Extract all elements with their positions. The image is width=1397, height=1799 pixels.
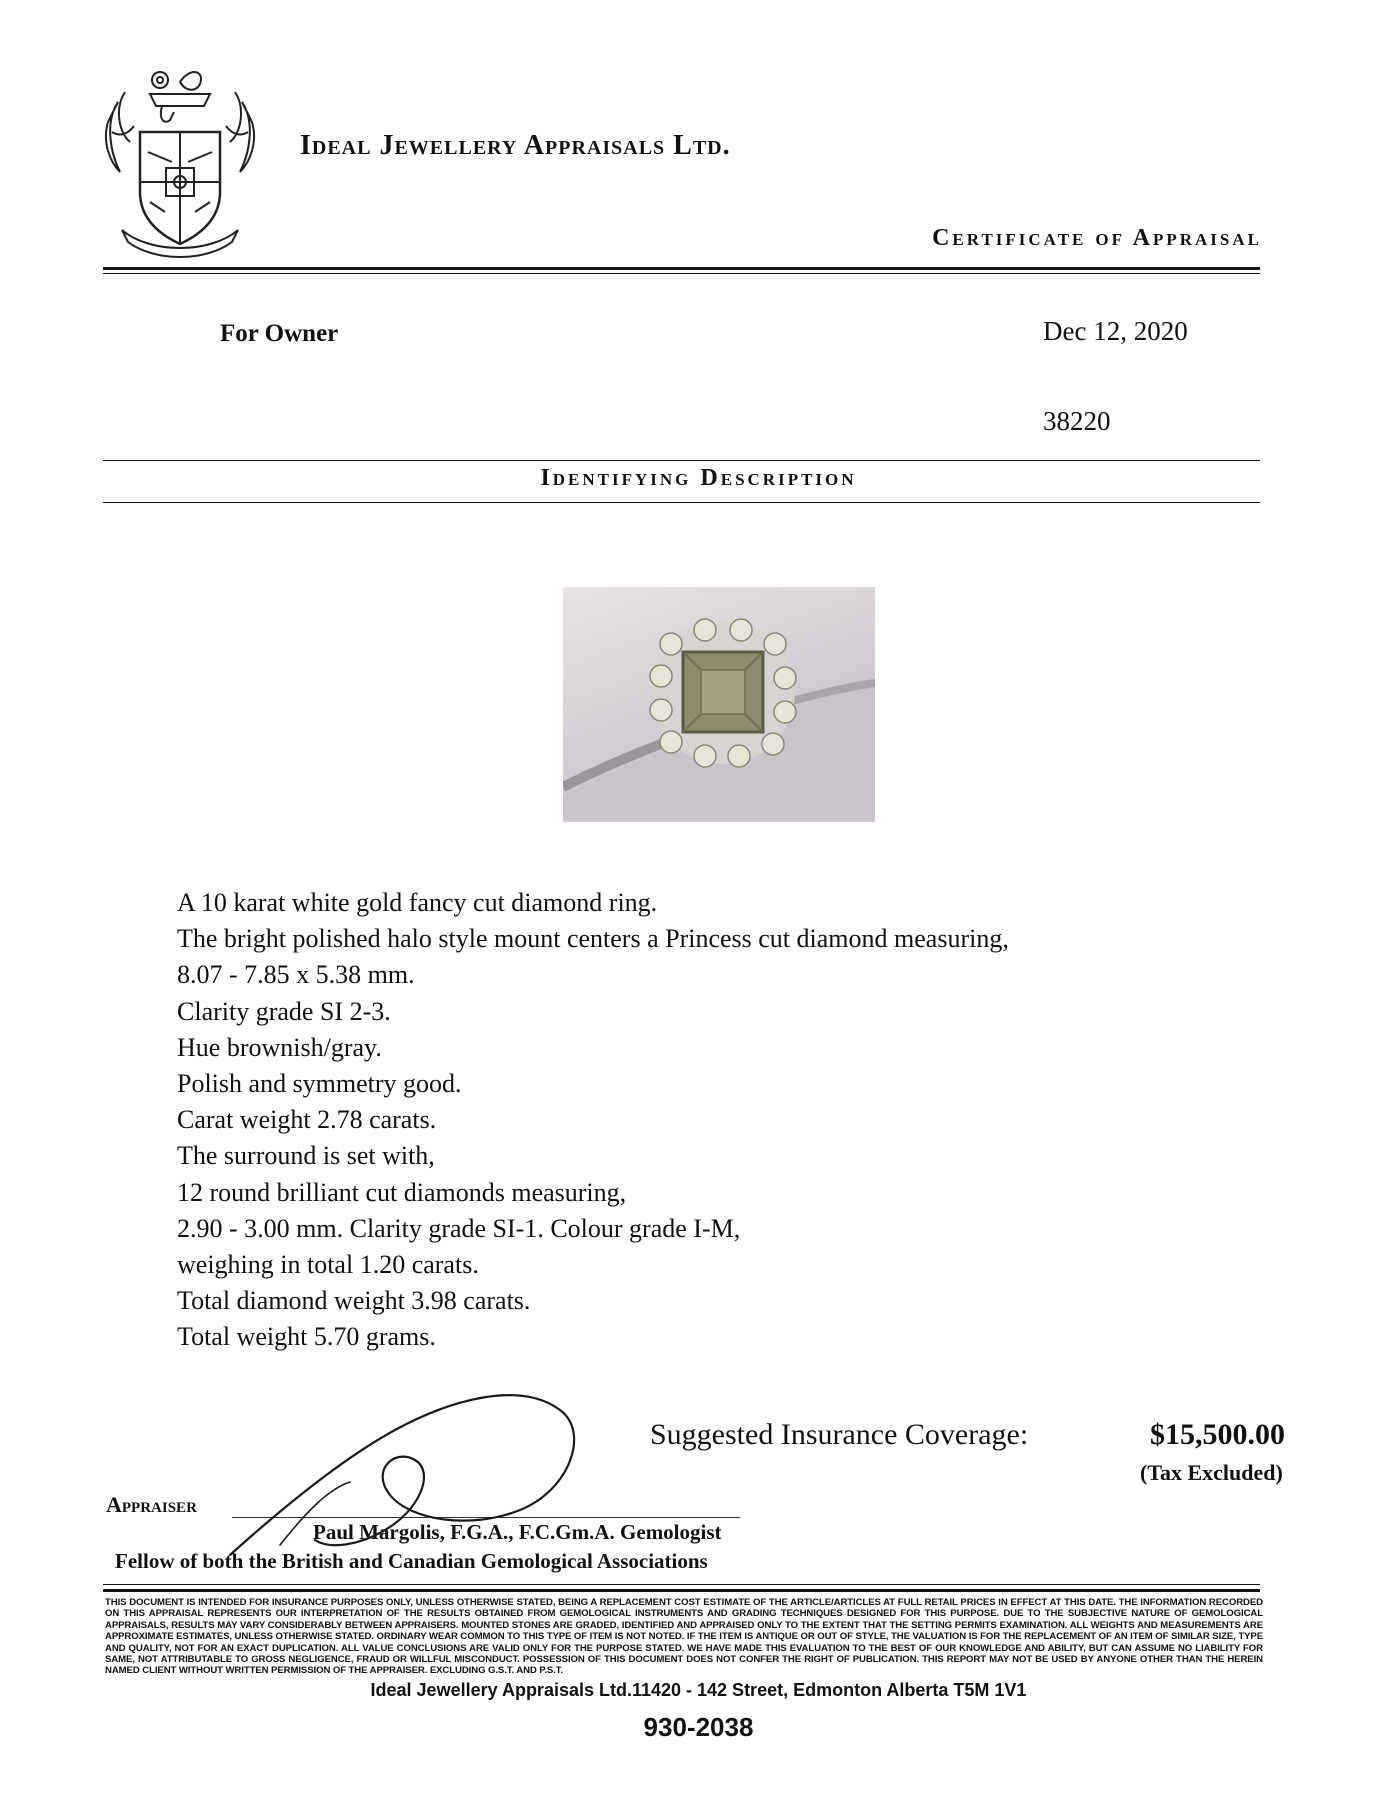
- description-line: Total weight 5.70 grams.: [177, 1322, 436, 1352]
- insurance-coverage-label: Suggested Insurance Coverage:: [650, 1418, 1029, 1451]
- description-line: 2.90 - 3.00 mm. Clarity grade SI-1. Colour grade I-M,: [177, 1213, 741, 1243]
- section-title: Identifying Description: [540, 465, 857, 491]
- appraiser-name: Paul Margolis, F.G.A., F.C.Gm.A. Gemologist: [313, 1520, 722, 1544]
- appraiser-label: Appraiser: [106, 1492, 197, 1517]
- description-line: weighing in total 1.20 carats.: [177, 1250, 479, 1280]
- description-line: Polish and symmetry good.: [177, 1069, 462, 1099]
- section-divider-top: [103, 460, 1260, 461]
- description-line: Carat weight 2.78 carats.: [177, 1105, 437, 1135]
- legal-disclaimer: THIS DOCUMENT IS INTENDED FOR INSURANCE PURPOSES ONLY, UNLESS OTHERWISE STATED, BEING A REPLACEMENT COST ESTIMATE OF THE ARTICLE/ARTICLES AT FULL RETAIL PRICES IN EFFECT AT THIS DATE. THE INFORMATION RECORDED ON THIS APPRAISAL REPRESENTS OUR INTERPRETATION OF THE RESULTS OBTAINED FROM GEMOLOGICAL INSTRUMENTS AND GRADING TECHNIQUES DESIGNED FOR THIS PURPOSE. DUE TO THE SUBJECTIVE NATURE OF GEMOLOGICAL APPRAISALS, RESULTS MAY VARY CONSIDERABLY BETWEEN APPRAISERS. MOUNTED STONES ARE GRADED, IDENTIFIED AND APPRAISED ONLY TO THE EXTENT THAT THE SETTING PERMITS EXAMINATION. ALL WEIGHTS AND MEASUREMENTS ARE APPROXIMATE ESTIMATES, UNLESS OTHERWISE STATED. ORDINARY WEAR COMMON TO THIS TYPE OF ITEM IS NOT NOTED. IF THE ITEM IS ANTIQUE OR OUT OF STYLE, THE VALUATION IS FOR THE REPLACEMENT OF AN ITEM OF SIMILAR SIZE, TYPE AND QUALITY, NOT FOR AN EXACT DUPLICATION. ALL VALUE CONCLUSIONS ARE VALID ONLY FOR THE PURPOSE STATED. WE HAVE MADE THIS EVALUATION TO THE BEST OF OUR KNOWLEDGE AND ABILITY, BUT CAN ASSUME NO LIABILITY FOR SAME, NOT ATTRIBUTABLE TO GROSS NEGLIGENCE, FRAUD OR WILLFUL MISCONDUCT. POSSESSION OF THIS DOCUMENT DOES NOT CONFER THE RIGHT OF PUBLICATION. THIS REPORT MAY NOT BE USED BY ANYONE OTHER THAN THE HEREIN NAMED CLIENT WITHOUT WRITTEN PERMISSION OF THE APPRAISER. EXCLUDING G.S.T. AND P.S.T.: [105, 1597, 1263, 1677]
- footer-address: Ideal Jewellery Appraisals Ltd.11420 - 142 Street, Edmonton Alberta T5M 1V1: [370, 1680, 1027, 1700]
- description-line: 8.07 - 7.85 x 5.38 mm.: [177, 960, 415, 990]
- footer-divider-thin: [103, 1584, 1260, 1585]
- appraisal-date: Dec 12, 2020: [1043, 316, 1188, 346]
- tax-note: (Tax Excluded): [1140, 1460, 1283, 1485]
- heraldic-crest-icon: [100, 62, 260, 262]
- header-divider-thin: [103, 273, 1260, 274]
- description-line: A 10 karat white gold fancy cut diamond ring.: [177, 888, 658, 917]
- description-line: Total diamond weight 3.98 carats.: [177, 1286, 531, 1316]
- description-line: The bright polished halo style mount centers a Princess cut diamond measuring,: [177, 924, 1009, 954]
- appraiser-fellowship: Fellow of both the British and Canadian Gemological Associations: [115, 1549, 708, 1573]
- header-divider: [103, 267, 1260, 270]
- footer-phone: 930-2038: [643, 1712, 754, 1742]
- owner-label: For Owner: [220, 320, 339, 347]
- document-title: Certificate of Appraisal: [932, 225, 1262, 251]
- description-line: Clarity grade SI 2-3.: [177, 996, 391, 1026]
- footer-divider: [103, 1589, 1260, 1592]
- signature-line: [232, 1517, 740, 1518]
- item-description: [177, 885, 1009, 1356]
- reference-number: 38220: [1043, 406, 1111, 436]
- description-line: 12 round brilliant cut diamonds measuring,: [177, 1177, 627, 1207]
- diamond-ring-photo-icon: [563, 587, 875, 822]
- insurance-coverage-amount: $15,500.00: [1150, 1418, 1285, 1451]
- description-line: The surround is set with,: [177, 1141, 435, 1171]
- company-name: Ideal Jewellery Appraisals Ltd.: [300, 130, 731, 161]
- description-line: Hue brownish/gray.: [177, 1032, 382, 1062]
- section-divider-bottom: [103, 502, 1260, 503]
